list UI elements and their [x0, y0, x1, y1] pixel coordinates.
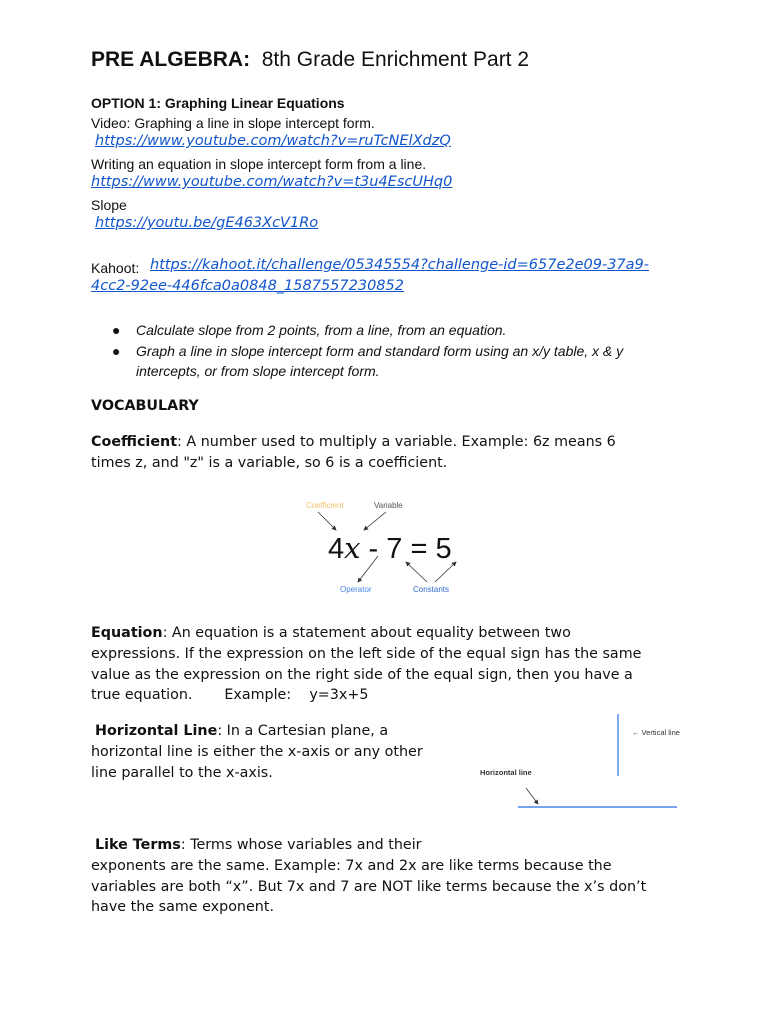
- objectives-list: [112, 320, 672, 382]
- list-item-continuation: intercepts, or from slope intercept form.: [136, 363, 380, 379]
- title-bold: PRE ALGEBRA:: [91, 48, 251, 71]
- list-item: ● Graph a line in slope intercept form and standard form using an x/y table, x & y: [112, 341, 672, 362]
- page-title: [91, 48, 529, 72]
- equation-coef: 4: [328, 533, 345, 565]
- video-link-3[interactable]: https://youtu.be/gE463XcV1Ro: [95, 215, 319, 231]
- coefficient-term: Coefficient: [91, 434, 178, 450]
- kahoot-link-line2[interactable]: 4cc2-92ee-446fca0a0848_1587557230852: [91, 278, 404, 294]
- variable-label: Variable: [374, 501, 403, 510]
- option-heading: OPTION 1: Graphing Linear Equations: [91, 95, 345, 111]
- constants-label: Constants: [413, 585, 450, 594]
- slope-label: Slope: [91, 197, 127, 213]
- like-terms-definition: Like Terms: Terms whose variables and their exponents are the same. Example: 7x and 2x are like terms because the variables are both “x”. But 7x and 7 are NOT like terms because the x’s don’t have the same exponent.: [91, 837, 647, 916]
- vocabulary-heading: VOCABULARY: [91, 398, 199, 414]
- equation-rest: - 7 = 5: [360, 533, 452, 565]
- video-link-2[interactable]: https://www.youtube.com/watch?v=t3u4EscUHq0: [91, 174, 453, 190]
- coefficient-arrow: [318, 512, 336, 530]
- coefficient-definition: Coefficient: A number used to multiply a variable. Example: 6z means 6 times z, and "z" is a variable, so 6 is a coefficient.: [91, 434, 616, 471]
- kahoot-link-line1[interactable]: https://kahoot.it/challenge/05345554?challenge-id=657e2e09-37a9-: [150, 257, 649, 273]
- horizontal-line-term: Horizontal Line: [95, 723, 218, 739]
- constant-arrow-left: [406, 562, 427, 582]
- equation-diagram: [290, 490, 490, 605]
- equation-var: x: [344, 531, 361, 565]
- horizontal-line-label: Horizontal line: [480, 768, 532, 777]
- like-terms-term: Like Terms: [95, 837, 181, 853]
- operator-label: Operator: [340, 585, 372, 594]
- kahoot-label: Kahoot:: [91, 260, 140, 276]
- constant-arrow-right: [435, 562, 456, 582]
- variable-arrow: [364, 512, 386, 530]
- equation-definition: Equation: An equation is a statement about equality between two expressions. If the expression on the left side of the equal sign has the same value as the expression on the right side of the equal sign, then you have a true equation. Example: y=3x+5: [91, 625, 642, 704]
- vertical-line-label: ← Vertical line: [632, 728, 680, 737]
- equation-term: Equation: [91, 625, 163, 641]
- video-link-1[interactable]: https://www.youtube.com/watch?v=ruTcNElXdzQ: [95, 133, 451, 149]
- list-item: ● Calculate slope from 2 points, from a line, from an equation.: [112, 320, 672, 341]
- bullet-icon: ●: [112, 342, 121, 359]
- bullet-icon: ●: [112, 322, 121, 338]
- video-label: Video: Graphing a line in slope intercept form.: [91, 115, 375, 131]
- equation-text: [328, 531, 452, 565]
- lines-diagram: [470, 710, 690, 815]
- horizontal-line-arrow: [526, 788, 538, 804]
- writing-label: Writing an equation in slope intercept form from a line.: [91, 156, 427, 172]
- title-rest: 8th Grade Enrichment Part 2: [261, 48, 530, 71]
- horizontal-line-definition: Horizontal Line: In a Cartesian plane, a horizontal line is either the x-axis or any other line parallel to the x-axis.: [91, 723, 423, 781]
- coefficient-label: Coefficient: [306, 501, 344, 510]
